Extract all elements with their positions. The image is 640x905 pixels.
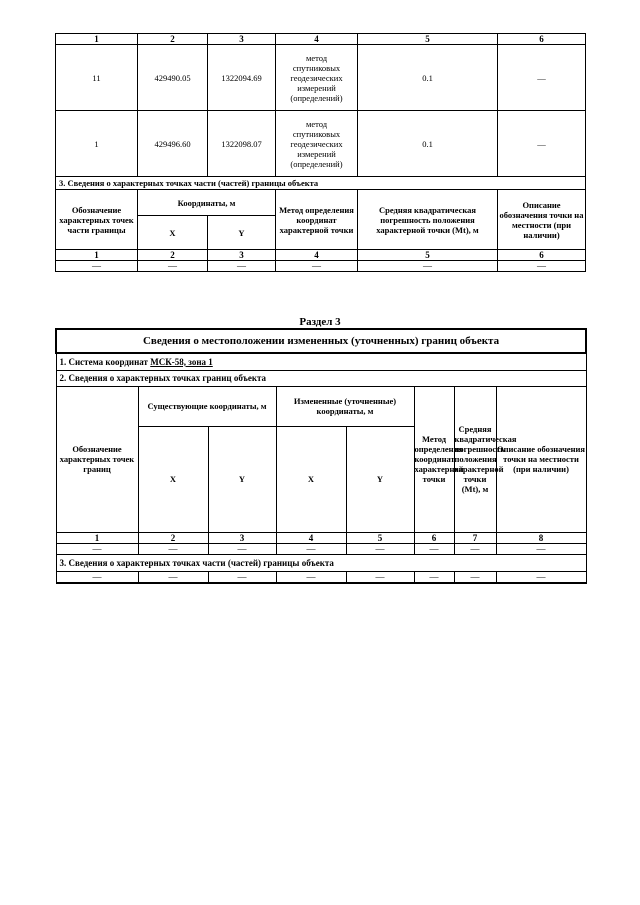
col-num: 5: [346, 532, 414, 543]
description: —: [498, 111, 586, 177]
coord-y: 1322094.69: [208, 45, 276, 111]
col-num: 3: [208, 532, 276, 543]
table-row: [56, 261, 586, 272]
points-title: 2. Сведения о характерных точках границ объекта: [56, 370, 586, 386]
continued-points-table: [55, 33, 586, 272]
coord-y: 1322098.07: [208, 111, 276, 177]
col-num: 1: [56, 532, 138, 543]
empty-cell: —: [138, 261, 208, 272]
accuracy: 0.1: [358, 111, 498, 177]
empty-cell: —: [346, 543, 414, 554]
table-row: [56, 45, 586, 111]
header-method: Метод определения координат характерной точки: [414, 386, 454, 532]
empty-cell: —: [138, 543, 208, 554]
header-y: Y: [346, 426, 414, 532]
header-x: X: [276, 426, 346, 532]
empty-cell: —: [56, 261, 138, 272]
point-id: 1: [56, 111, 138, 177]
empty-cell: —: [454, 543, 496, 554]
col-num: 1: [56, 250, 138, 261]
header-existing: Существующие координаты, м: [138, 386, 276, 426]
description: —: [498, 45, 586, 111]
header-description: Описание обозначения точки на местности (при наличии): [496, 386, 586, 532]
column-number-row: [56, 250, 586, 261]
coord-system-label: 1. Система координат: [59, 356, 148, 367]
header-coordinates: Координаты, м: [138, 190, 276, 216]
changed-borders-table: [55, 328, 587, 584]
empty-cell: —: [276, 261, 358, 272]
empty-cell: —: [496, 571, 586, 583]
coord-system: [56, 353, 586, 370]
parts-title: 3. Сведения о характерных точках части (частей) границы объекта: [56, 177, 586, 190]
column-number-row: [56, 532, 586, 543]
header-row: [56, 386, 586, 426]
empty-cell: —: [454, 571, 496, 583]
col-num: 1: [56, 34, 138, 45]
header-accuracy: Средняя квадратическая погрешность положения характерной точки (Mt), м: [454, 386, 496, 532]
empty-cell: —: [498, 261, 586, 272]
header-x: X: [138, 216, 208, 250]
empty-cell: —: [346, 571, 414, 583]
subsection-title-row: [56, 554, 586, 571]
header-description: Описание обозначения точки на местности (при наличии): [498, 190, 586, 250]
empty-cell: —: [56, 571, 138, 583]
subsection-title-row: [56, 370, 586, 386]
header-changed: Измененные (уточненные) координаты, м: [276, 386, 414, 426]
empty-cell: —: [208, 261, 276, 272]
empty-cell: —: [276, 543, 346, 554]
col-num: 8: [496, 532, 586, 543]
header-accuracy: Средняя квадратическая погрешность положения характерной точки (Mt), м: [358, 190, 498, 250]
table-title-row: [56, 329, 586, 353]
section-title: Раздел 3: [299, 316, 341, 328]
header-method: Метод определения координат характерной точки: [276, 190, 358, 250]
col-num: 4: [276, 34, 358, 45]
method: метод спутниковых геодезических измерений (определений): [276, 45, 358, 111]
col-num: 2: [138, 532, 208, 543]
header-x: X: [138, 426, 208, 532]
empty-cell: —: [414, 571, 454, 583]
table-row: [56, 571, 586, 583]
col-num: 4: [276, 250, 358, 261]
table-title: Сведения о местоположении измененных (уточненных) границ объекта: [56, 329, 586, 353]
col-num: 5: [358, 34, 498, 45]
col-num: 2: [138, 250, 208, 261]
subsection-title-row: [56, 177, 586, 190]
col-num: 4: [276, 532, 346, 543]
col-num: 3: [208, 250, 276, 261]
accuracy: 0.1: [358, 45, 498, 111]
header-designation: Обозначение характерных точек части границы: [56, 190, 138, 250]
col-num: 7: [454, 532, 496, 543]
table-row: [56, 543, 586, 554]
empty-cell: —: [496, 543, 586, 554]
method: метод спутниковых геодезических измерений (определений): [276, 111, 358, 177]
col-num: 6: [498, 34, 586, 45]
coord-system-row: [56, 353, 586, 370]
empty-cell: —: [208, 543, 276, 554]
point-id: 11: [56, 45, 138, 111]
header-designation: Обозначение характерных точек границ: [56, 386, 138, 532]
header-y: Y: [208, 426, 276, 532]
empty-cell: —: [138, 571, 208, 583]
coord-system-value: МСК-58, зона 1: [150, 356, 213, 367]
empty-cell: —: [276, 571, 346, 583]
col-num: 6: [498, 250, 586, 261]
column-number-row: [56, 34, 586, 45]
table-row: [56, 111, 586, 177]
parts-title: 3. Сведения о характерных точках части (частей) границы объекта: [56, 554, 586, 571]
col-num: 2: [138, 34, 208, 45]
empty-cell: —: [358, 261, 498, 272]
header-y: Y: [208, 216, 276, 250]
header-row: [56, 190, 586, 216]
coord-x: 429496.60: [138, 111, 208, 177]
col-num: 3: [208, 34, 276, 45]
coord-x: 429490.05: [138, 45, 208, 111]
col-num: 5: [358, 250, 498, 261]
empty-cell: —: [208, 571, 276, 583]
empty-cell: —: [414, 543, 454, 554]
empty-cell: —: [56, 543, 138, 554]
col-num: 6: [414, 532, 454, 543]
